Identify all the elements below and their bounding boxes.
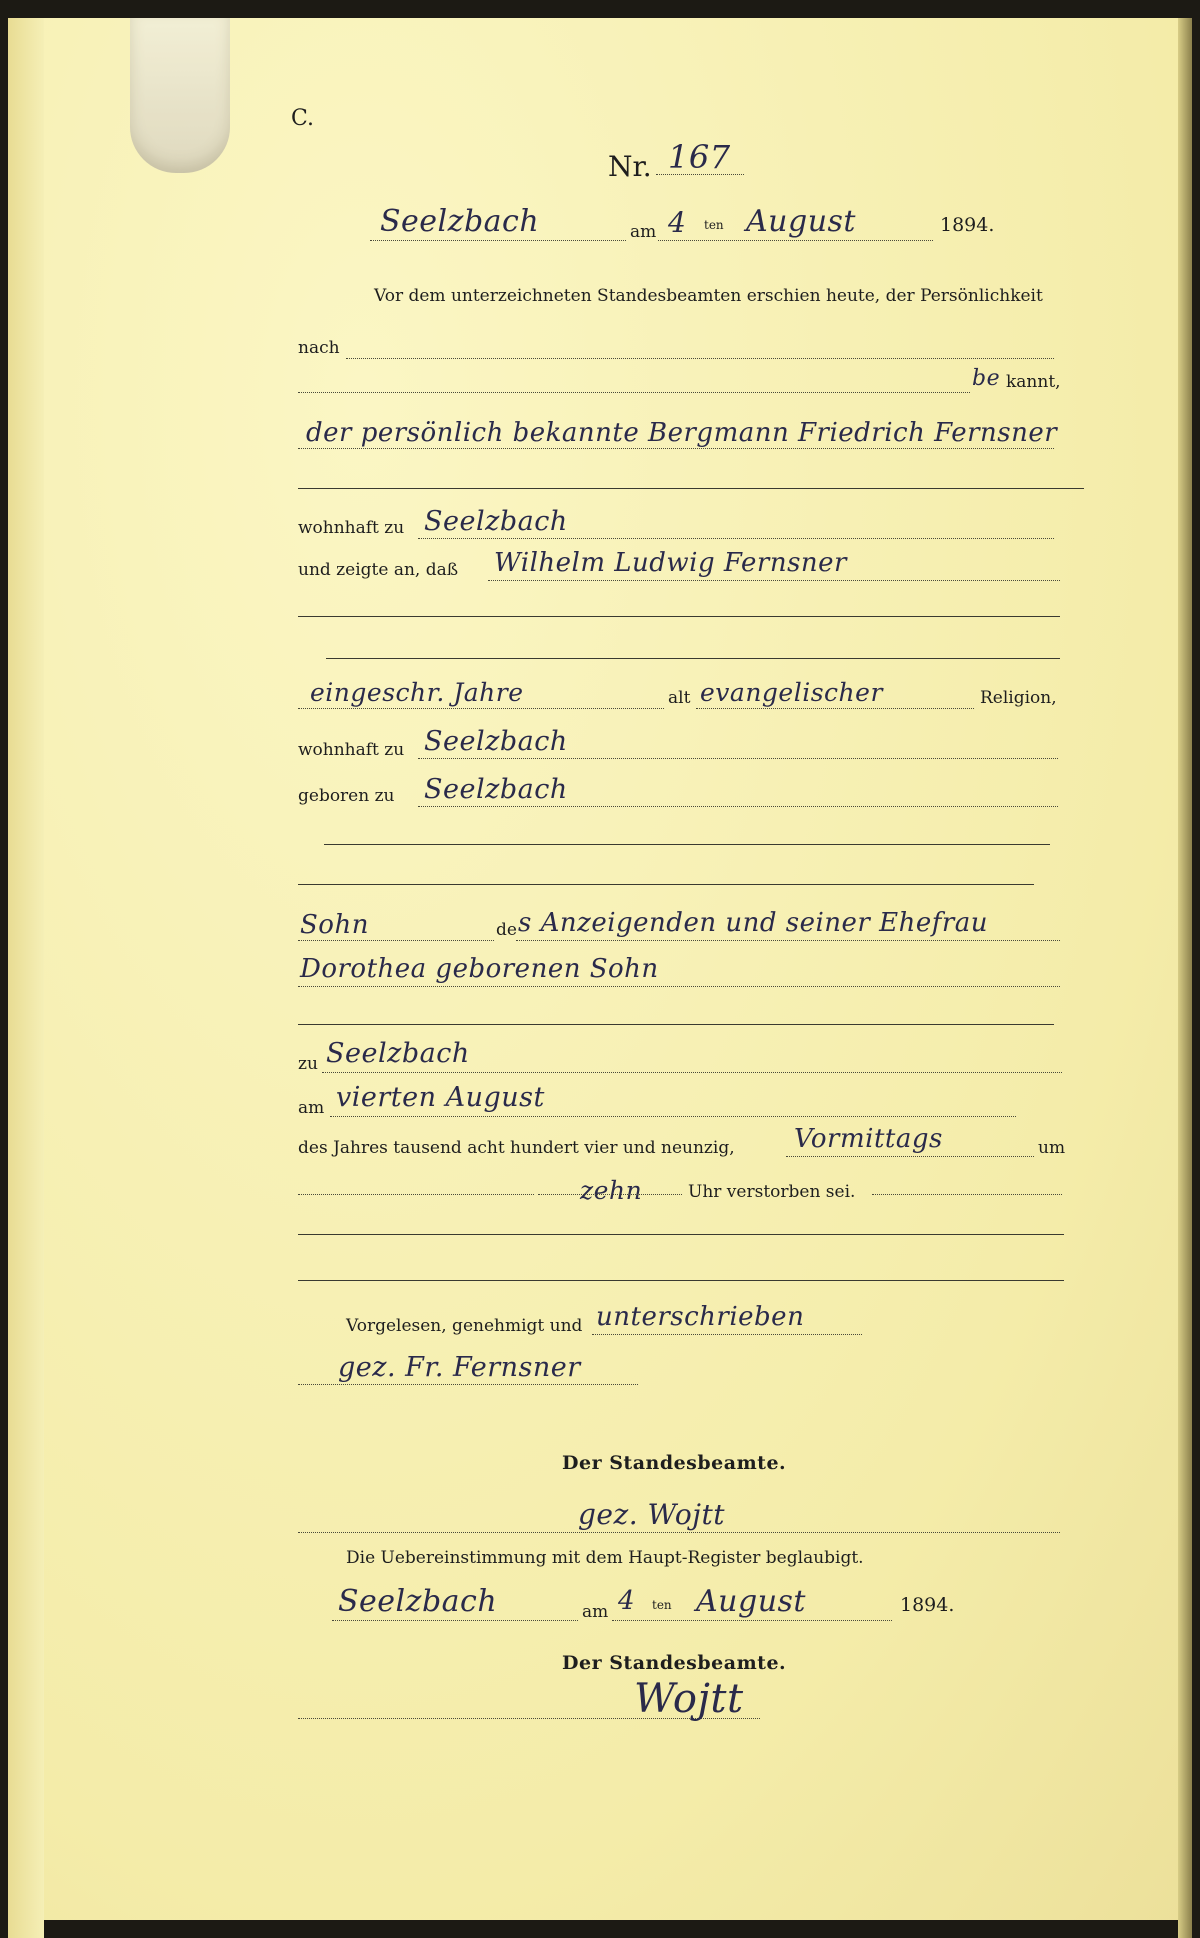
religion-line [696, 708, 974, 709]
informant-signature-line [298, 1384, 638, 1385]
identity-line [298, 392, 970, 393]
cert-am: am [582, 1602, 609, 1622]
registrar-title: Der Standesbeamte. [562, 1452, 787, 1474]
deceased-birthplace: Seelzbach [424, 774, 568, 805]
death-hour: zehn [580, 1176, 643, 1205]
registration-day: 4 [668, 206, 687, 239]
parents-line-2: Dorothea geborenen Sohn [300, 954, 659, 984]
deceased-name-line [488, 580, 1060, 581]
nach-label: nach [298, 338, 340, 358]
parents-line-1: s Anzeigenden und seiner Ehefrau [518, 908, 989, 938]
blank-line-5 [298, 884, 1034, 885]
death-place: Seelzbach [326, 1038, 470, 1069]
parents-rule-1 [516, 940, 1060, 941]
wohnhaft-label-2: wohnhaft zu [298, 740, 405, 760]
death-date-line [330, 1116, 1016, 1117]
cert-year: 1894. [900, 1594, 955, 1616]
geboren-label: geboren zu [298, 786, 395, 806]
deceased-religion: evangelischer [700, 678, 883, 707]
paper-clip [130, 18, 230, 173]
deceased-residence-line [418, 758, 1058, 759]
nr-label: Nr. [608, 150, 652, 183]
vorgelesen-text: Vorgelesen, genehmigt und [346, 1316, 583, 1336]
deceased-residence: Seelzbach [424, 726, 568, 757]
place-line [370, 240, 626, 241]
registrar-signature-line [298, 1532, 1060, 1533]
am-label: am [630, 222, 657, 242]
zeigte-label: und zeigte an, daß [298, 560, 459, 580]
blank-line-4 [324, 844, 1050, 845]
death-place-line [322, 1072, 1062, 1073]
registration-month: August [746, 204, 856, 239]
nr-value: 167 [668, 138, 731, 176]
verstorben-text: Uhr verstorben sei. [688, 1182, 856, 1202]
cert-day: 4 [618, 1586, 636, 1616]
residence-line [418, 538, 1054, 539]
registrar-title-2: Der Standesbeamte. [562, 1652, 787, 1674]
final-signature: Wojtt [634, 1676, 744, 1722]
informant-signature: gez. Fr. Fernsner [338, 1352, 581, 1383]
time-of-day-line [786, 1156, 1034, 1157]
religion-label: Religion, [980, 688, 1057, 708]
year-text: des Jahres tausend acht hundert vier und neunzig, [298, 1138, 735, 1158]
nach-line [346, 358, 1054, 359]
birthplace-line [418, 806, 1058, 807]
bekannt-printed: kannt, [1006, 372, 1061, 392]
registration-year: 1894. [940, 214, 995, 236]
date-line [658, 240, 933, 241]
de-label: de [496, 920, 517, 940]
form-letter: C. [291, 106, 315, 131]
signed-word: unterschrieben [596, 1302, 805, 1332]
deceased-relation: Sohn [300, 910, 369, 940]
cert-date-line [612, 1620, 892, 1621]
registrar-signature: gez. Wojtt [578, 1498, 725, 1531]
page-binding [8, 18, 44, 1938]
time-of-day: Vormittags [794, 1124, 943, 1154]
deceased-name: Wilhelm Ludwig Fernsner [494, 548, 847, 578]
page-edge [1178, 18, 1192, 1938]
zu-label: zu [298, 1054, 318, 1074]
relation-line [298, 940, 494, 941]
registration-place: Seelzbach [380, 204, 540, 239]
blank-line-3 [326, 658, 1060, 659]
informant-line [298, 448, 1054, 449]
hour-pre-line [298, 1194, 534, 1195]
age-line [298, 708, 664, 709]
bekannt-handwritten: be [972, 366, 1001, 391]
signed-line [592, 1334, 862, 1335]
death-date: vierten August [336, 1082, 545, 1113]
am-label-2: am [298, 1098, 325, 1118]
cert-ten: ten [652, 1598, 672, 1612]
blank-line-2 [298, 616, 1060, 617]
blank-line-1 [298, 488, 1084, 489]
hour-line [538, 1194, 682, 1195]
verstorben-line [872, 1194, 1062, 1195]
deceased-age: eingeschr. Jahre [310, 678, 524, 707]
parents-rule-2 [298, 986, 1060, 987]
register-page [8, 18, 1192, 1920]
ten-suffix: ten [704, 218, 724, 232]
informant-description: der persönlich bekannte Bergmann Friedrich Fernsner [306, 418, 1058, 448]
um-label: um [1038, 1138, 1066, 1158]
blank-line-6 [298, 1024, 1054, 1025]
alt-label: alt [668, 688, 691, 708]
cert-place-line [332, 1620, 578, 1621]
nr-line [656, 174, 744, 175]
blank-line-7 [298, 1234, 1064, 1235]
informant-residence: Seelzbach [424, 506, 568, 537]
cert-month: August [696, 1584, 806, 1619]
certification-text: Die Uebereinstimmung mit dem Haupt-Register beglaubigt. [346, 1548, 864, 1568]
intro-line: Vor dem unterzeichneten Standesbeamten erschien heute, der Persönlichkeit [374, 286, 1043, 306]
cert-place: Seelzbach [338, 1584, 498, 1619]
wohnhaft-label-1: wohnhaft zu [298, 518, 405, 538]
blank-line-8 [298, 1280, 1064, 1281]
